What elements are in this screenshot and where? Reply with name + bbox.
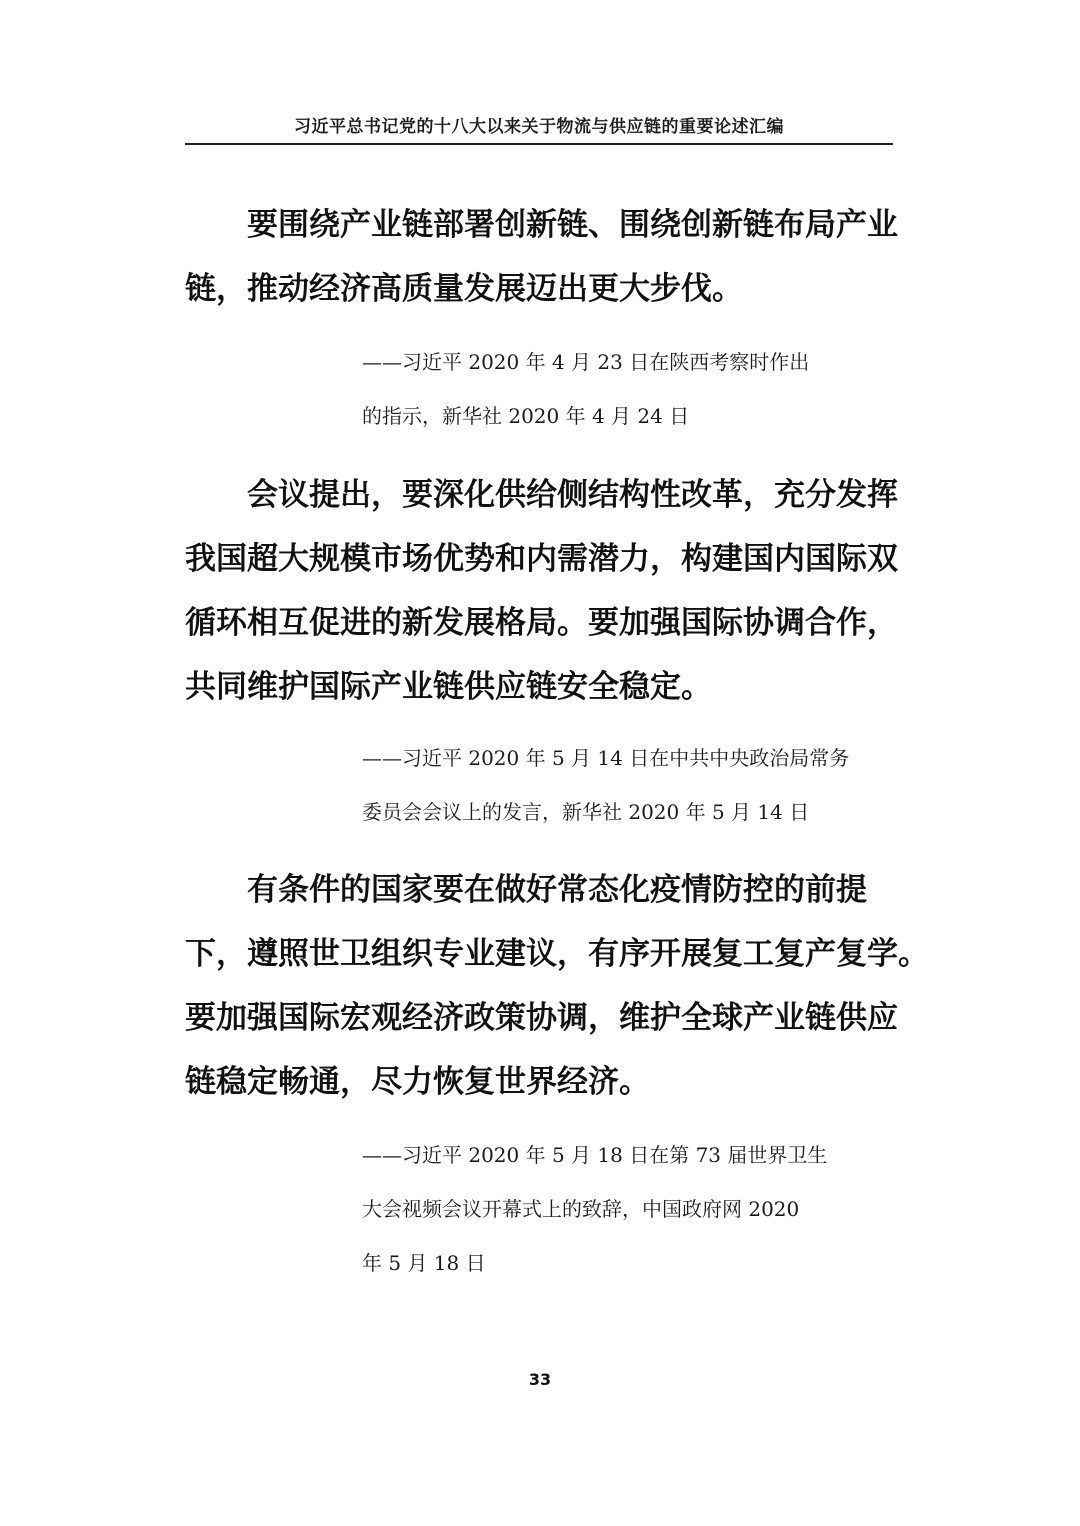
header-rule bbox=[185, 143, 893, 145]
quote-block-2 bbox=[185, 463, 898, 719]
source-citation-1 bbox=[362, 335, 897, 443]
quote-line: 有条件的国家要在做好常态化疫情防控的前提 bbox=[247, 872, 867, 908]
source-citation-2 bbox=[362, 731, 897, 839]
source-citation-3 bbox=[362, 1128, 897, 1290]
quote-line: 循环相互促进的新发展格局。要加强国际协调合作， bbox=[185, 605, 898, 641]
quote-line: 会议提出，要深化供给侧结构性改革，充分发挥 bbox=[247, 477, 898, 513]
source-line: ——习近平 2020 年 4 月 23 日在陕西考察时作出 bbox=[362, 350, 810, 374]
source-line: 大会视频会议开幕式上的致辞，中国政府网 2020 bbox=[362, 1197, 800, 1221]
source-line: ——习近平 2020 年 5 月 14 日在中共中央政治局常务 bbox=[362, 746, 850, 770]
quote-line: 我国超大规模市场优势和内需潜力，构建国内国际双 bbox=[185, 541, 898, 577]
running-header: 习近平总书记党的十八大以来关于物流与供应链的重要论述汇编 bbox=[294, 117, 784, 137]
source-line: 委员会会议上的发言，新华社 2020 年 5 月 14 日 bbox=[362, 800, 810, 824]
quote-line: 链稳定畅通，尽力恢复世界经济。 bbox=[185, 1064, 650, 1100]
quote-line: 共同维护国际产业链供应链安全稳定。 bbox=[185, 669, 712, 705]
quote-line: 下，遵照世卫组织专业建议，有序开展复工复产复学。 bbox=[185, 936, 929, 972]
source-line: 的指示，新华社 2020 年 4 月 24 日 bbox=[362, 404, 690, 428]
page-number: 33 bbox=[528, 1370, 552, 1389]
quote-block-1 bbox=[185, 193, 898, 321]
quote-line: 要围绕产业链部署创新链、围绕创新链布局产业 bbox=[247, 207, 898, 243]
source-line: 年 5 月 18 日 bbox=[362, 1251, 486, 1275]
quote-line: 链，推动经济高质量发展迈出更大步伐。 bbox=[185, 271, 743, 307]
quote-block-3 bbox=[185, 858, 929, 1114]
source-line: ——习近平 2020 年 5 月 18 日在第 73 届世界卫生 bbox=[362, 1143, 828, 1167]
quote-line: 要加强国际宏观经济政策协调，维护全球产业链供应 bbox=[185, 1000, 898, 1036]
